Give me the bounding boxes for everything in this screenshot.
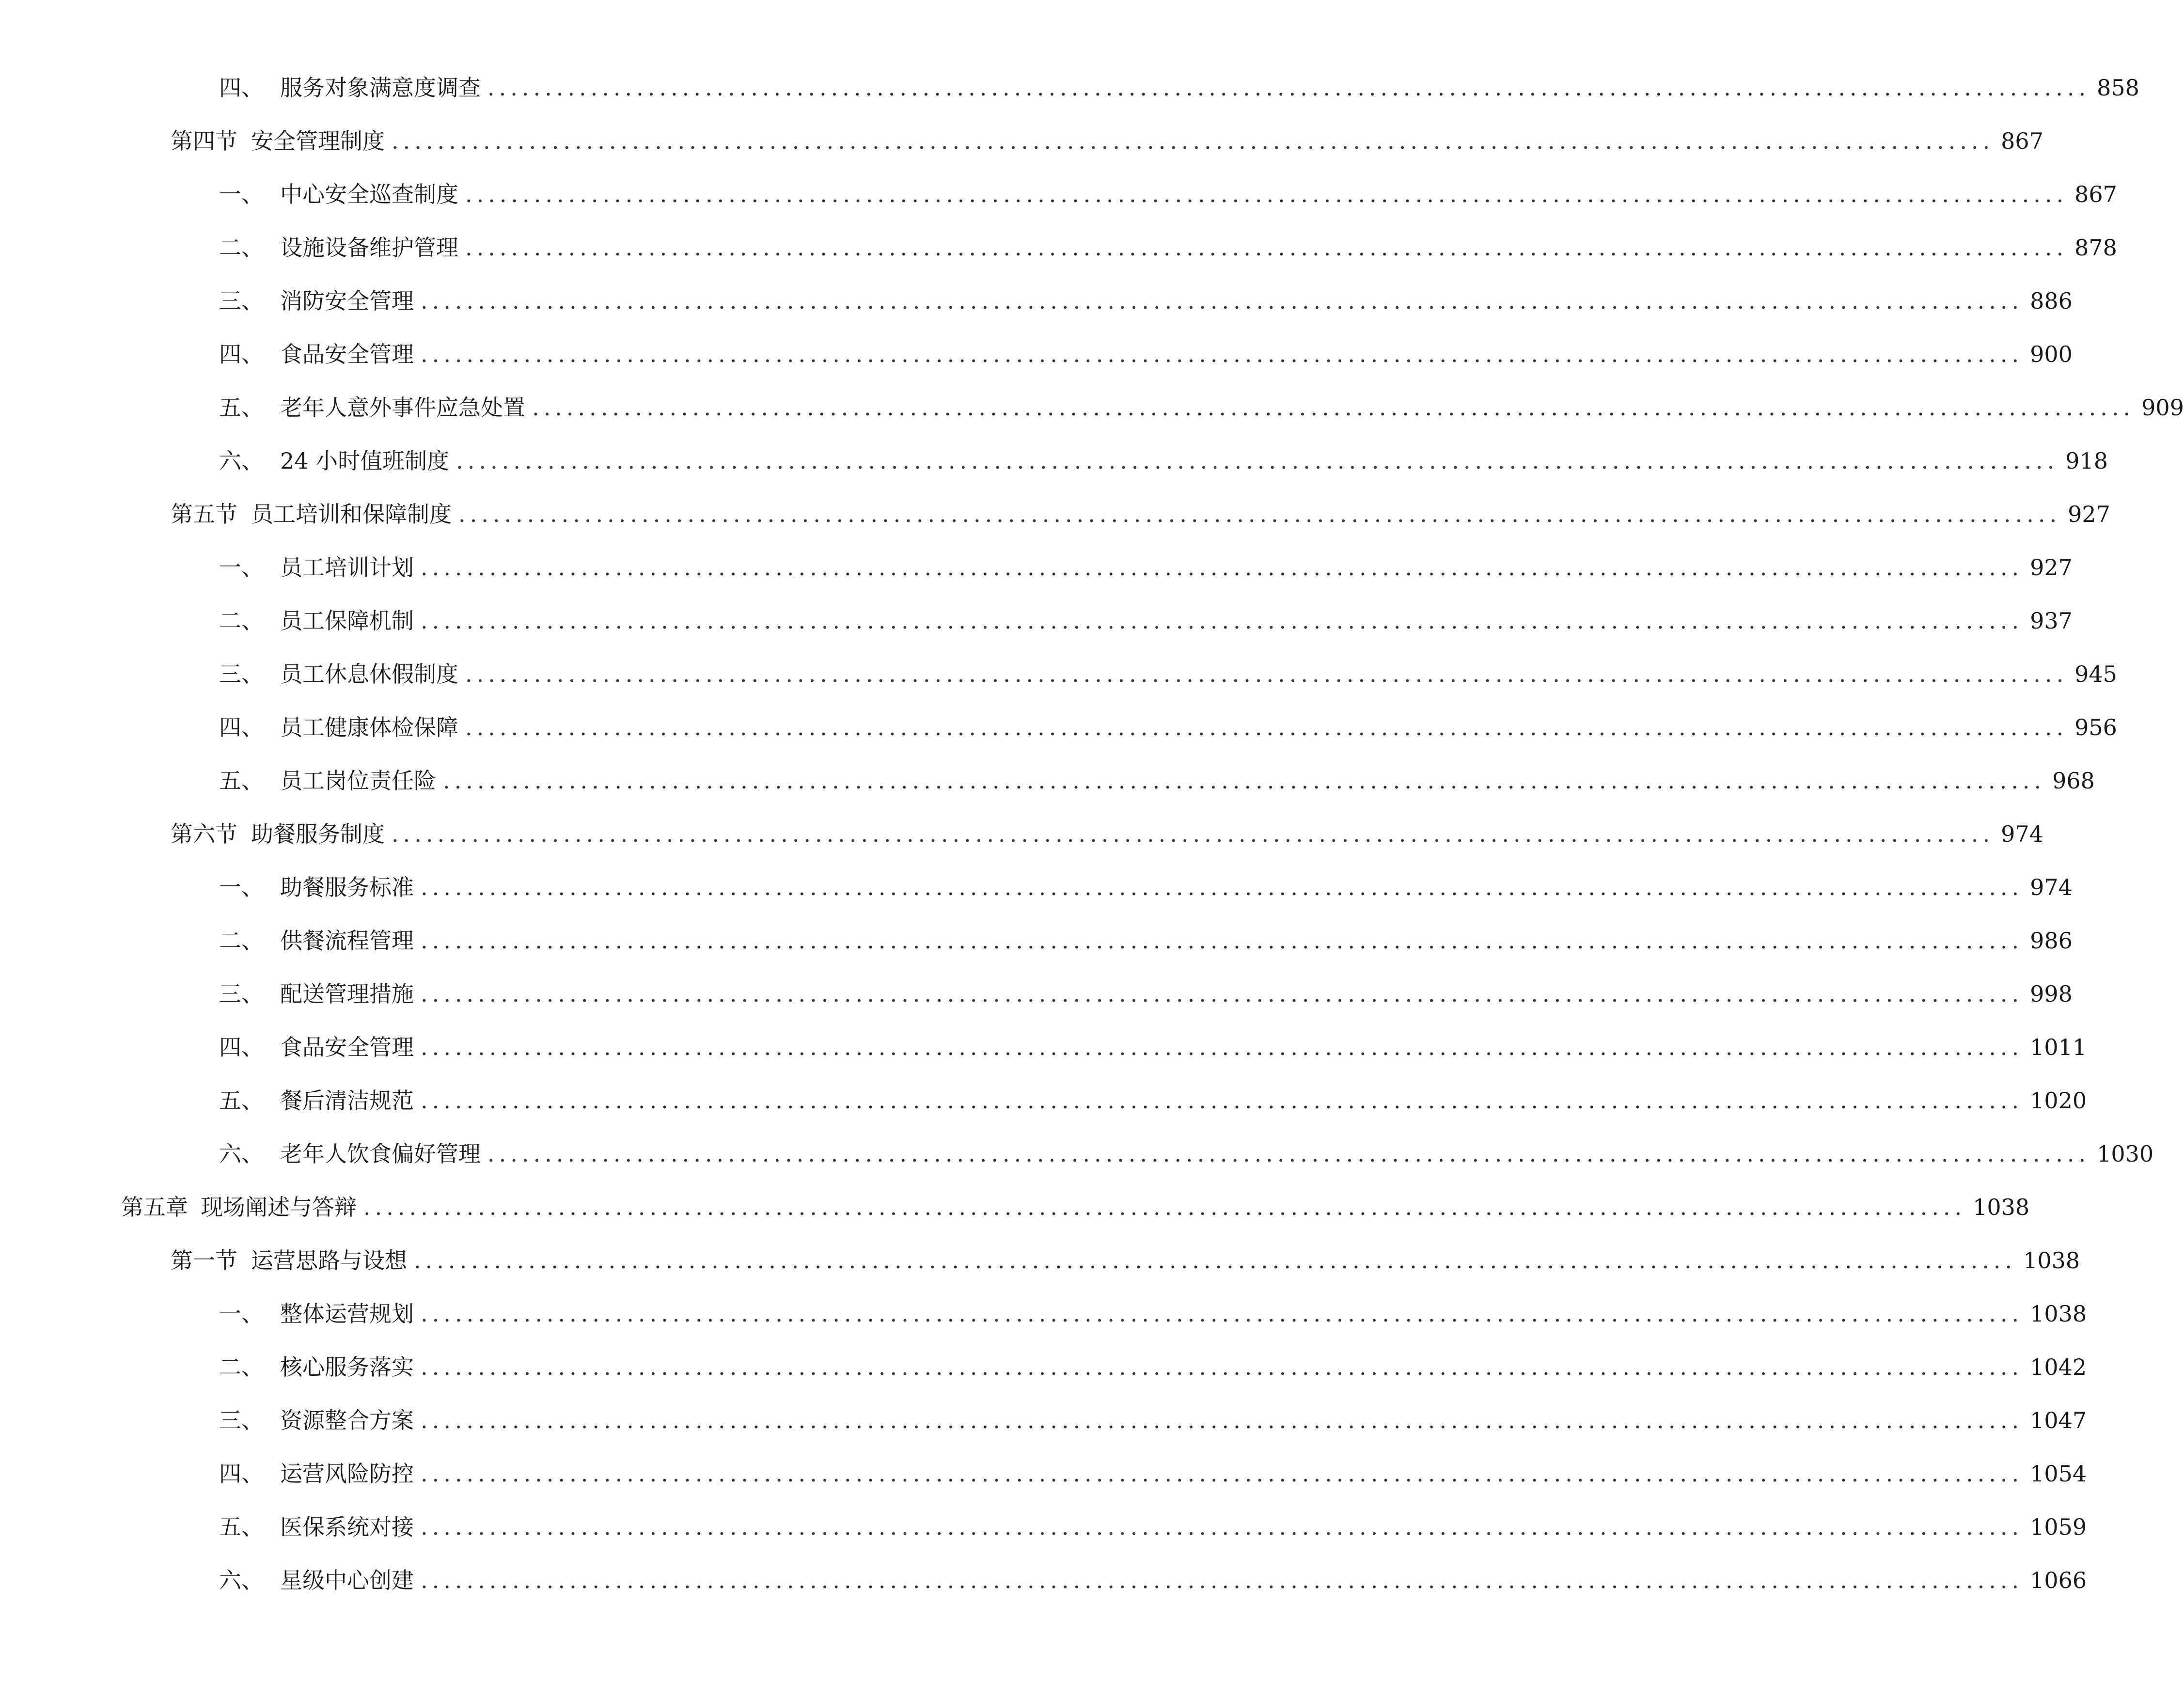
toc-entry-title: 医保系统对接 (280, 1514, 414, 1540)
toc-entry-number: 六、 (219, 1141, 264, 1167)
toc-entry-page: 945 (2074, 661, 2117, 687)
dot-leader: ............................................................................................................................................ (421, 288, 2024, 314)
toc-entry[interactable] (219, 71, 2139, 105)
dot-leader: ............................................................................................................................................ (421, 1034, 2024, 1060)
toc-entry-number: 六、 (219, 1567, 264, 1593)
dot-leader: ............................................................................................................................................ (465, 181, 2068, 207)
toc-entry-title: 员工岗位责任险 (280, 768, 436, 794)
toc-entry-title: 员工休息休假制度 (280, 661, 458, 687)
toc-entry[interactable] (219, 177, 2117, 211)
toc-entry[interactable] (171, 124, 2043, 158)
toc-entry[interactable] (121, 1190, 2030, 1224)
dot-leader: ............................................................................................................................................ (392, 128, 1995, 154)
toc-entry-page: 1038 (2023, 1247, 2080, 1274)
dot-leader: ............................................................................................................................................ (465, 235, 2068, 261)
toc-entry-number: 四、 (219, 1461, 264, 1487)
toc-entry-page: 927 (2030, 554, 2073, 581)
toc-entry[interactable] (219, 231, 2117, 265)
toc-entry-page: 886 (2030, 288, 2073, 314)
toc-entry[interactable] (219, 870, 2073, 904)
toc-entry-title: 设施设备维护管理 (280, 235, 458, 261)
toc-entry-page: 956 (2074, 714, 2117, 740)
toc-entry-title: 24 小时值班制度 (280, 448, 450, 474)
toc-entry-number: 五、 (219, 394, 264, 421)
dot-leader: ............................................................................................................................................ (421, 341, 2024, 367)
toc-entry-title: 员工培训和保障制度 (251, 501, 452, 527)
toc-entry-number: 五、 (219, 1514, 264, 1540)
toc-entry-number: 四、 (219, 714, 264, 740)
toc-entry-title: 供餐流程管理 (280, 928, 414, 954)
dot-leader: ............................................................................................................................................ (421, 1354, 2024, 1380)
toc-entry-title: 助餐服务标准 (280, 874, 414, 900)
toc-entry[interactable] (219, 1510, 2087, 1544)
toc-entry-page: 1038 (1973, 1194, 2030, 1220)
toc-entry[interactable] (219, 924, 2073, 958)
toc-entry[interactable] (171, 817, 2043, 851)
toc-entry[interactable] (219, 444, 2108, 478)
dot-leader: ............................................................................................................................................ (421, 874, 2024, 900)
toc-entry[interactable] (219, 710, 2117, 744)
toc-entry-number: 三、 (219, 1407, 264, 1433)
toc-entry-number: 四、 (219, 75, 264, 101)
toc-entry[interactable] (219, 1563, 2087, 1597)
dot-leader: ............................................................................................................................................ (487, 75, 2090, 101)
toc-entry[interactable] (219, 764, 2095, 798)
toc-entry[interactable] (219, 657, 2117, 691)
toc-entry-number: 四、 (219, 1034, 264, 1060)
toc-entry-number: 三、 (219, 288, 264, 314)
toc-entry[interactable] (219, 284, 2073, 318)
toc-entry-title: 员工健康体检保障 (280, 714, 458, 740)
toc-entry-page: 968 (2052, 768, 2095, 794)
toc-entry[interactable] (219, 1350, 2087, 1384)
toc-entry[interactable] (219, 337, 2073, 371)
dot-leader: ............................................................................................................................................ (456, 448, 2059, 474)
dot-leader: ............................................................................................................................................ (363, 1194, 1966, 1220)
toc-entry-title: 配送管理措施 (280, 981, 414, 1007)
toc-entry-title: 服务对象满意度调查 (280, 75, 481, 101)
toc-entry[interactable] (219, 1084, 2087, 1118)
dot-leader: ............................................................................................................................................ (421, 1407, 2024, 1433)
toc-entry-number: 第六节 (171, 821, 237, 847)
dot-leader: ............................................................................................................................................ (465, 714, 2068, 740)
toc-entry-title: 餐后清洁规范 (280, 1087, 414, 1114)
dot-leader: ............................................................................................................................................ (487, 1141, 2090, 1167)
toc-entry-title: 安全管理制度 (251, 128, 385, 154)
toc-entry-page: 909 (2141, 394, 2184, 421)
toc-entry-number: 五、 (219, 768, 264, 794)
toc-entry-title: 运营风险防控 (280, 1461, 414, 1487)
toc-entry-title: 现场阐述与答辩 (201, 1194, 357, 1220)
dot-leader: ............................................................................................................................................ (465, 661, 2068, 687)
toc-entry-title: 星级中心创建 (280, 1567, 414, 1593)
dot-leader: ............................................................................................................................................ (421, 928, 2024, 954)
dot-leader: ............................................................................................................................................ (421, 1567, 2024, 1593)
toc-entry-number: 二、 (219, 1354, 264, 1380)
toc-entry-number: 第一节 (171, 1247, 237, 1274)
toc-entry-title: 助餐服务制度 (251, 821, 385, 847)
toc-entry-page: 867 (2074, 181, 2117, 207)
toc-entry-number: 第五章 (121, 1194, 188, 1220)
toc-entry-title: 整体运营规划 (280, 1301, 414, 1327)
toc-entry[interactable] (219, 1297, 2087, 1331)
toc-entry-page: 927 (2068, 501, 2110, 527)
toc-entry-page: 918 (2065, 448, 2108, 474)
toc-entry-page: 998 (2030, 981, 2073, 1007)
dot-leader: ............................................................................................................................................ (458, 501, 2061, 527)
toc-entry-page: 1047 (2030, 1407, 2087, 1433)
toc-entry-number: 五、 (219, 1087, 264, 1114)
toc-entry-page: 974 (2030, 874, 2073, 900)
toc-entry[interactable] (219, 977, 2073, 1011)
toc-entry-page: 1030 (2097, 1141, 2154, 1167)
toc-entry-page: 937 (2030, 608, 2073, 634)
toc-entry-title: 老年人意外事件应急处置 (280, 394, 525, 421)
toc-entry-page: 974 (2001, 821, 2043, 847)
toc-entry-title: 老年人饮食偏好管理 (280, 1141, 481, 1167)
dot-leader: ............................................................................................................................................ (414, 1247, 2017, 1274)
toc-entry-number: 一、 (219, 181, 264, 207)
toc-entry[interactable] (219, 1403, 2087, 1437)
toc-entry-page: 878 (2074, 235, 2117, 261)
toc-entry-page: 858 (2097, 75, 2139, 101)
toc-entry[interactable] (171, 1244, 2080, 1277)
dot-leader: ............................................................................................................................................ (532, 394, 2135, 421)
toc-entry-number: 二、 (219, 235, 264, 261)
toc-entry-number: 一、 (219, 1301, 264, 1327)
toc-entry-page: 1054 (2030, 1461, 2087, 1487)
toc-entry-title: 食品安全管理 (280, 1034, 414, 1060)
toc-entry-title: 运营思路与设想 (251, 1247, 407, 1274)
toc-entry[interactable] (219, 1137, 2154, 1171)
toc-entry-number: 第五节 (171, 501, 237, 527)
toc-entry-page: 1020 (2030, 1087, 2087, 1114)
toc-entry[interactable] (219, 391, 2184, 425)
toc-entry-title: 资源整合方案 (280, 1407, 414, 1433)
dot-leader: ............................................................................................................................................ (421, 981, 2024, 1007)
toc-entry-page: 1042 (2030, 1354, 2087, 1380)
toc-entry-number: 三、 (219, 661, 264, 687)
toc-entry-number: 六、 (219, 448, 264, 474)
toc-entry-page: 1038 (2030, 1301, 2087, 1327)
toc-entry-number: 三、 (219, 981, 264, 1007)
toc-entry-number: 一、 (219, 874, 264, 900)
dot-leader: ............................................................................................................................................ (421, 554, 2024, 581)
dot-leader: ............................................................................................................................................ (392, 821, 1995, 847)
toc-entry-title: 中心安全巡查制度 (280, 181, 458, 207)
toc-entry[interactable] (219, 1457, 2087, 1491)
toc-entry-number: 第四节 (171, 128, 237, 154)
toc-entry[interactable] (219, 551, 2073, 584)
toc-entry-page: 1066 (2030, 1567, 2087, 1593)
toc-entry-page: 1011 (2030, 1034, 2087, 1060)
toc-entry-number: 一、 (219, 554, 264, 581)
toc-entry-number: 二、 (219, 928, 264, 954)
toc-entry-page: 986 (2030, 928, 2073, 954)
toc-entry-title: 员工培训计划 (280, 554, 414, 581)
dot-leader: ............................................................................................................................................ (421, 608, 2024, 634)
toc-entry-title: 核心服务落实 (280, 1354, 414, 1380)
toc-entry-page: 867 (2001, 128, 2043, 154)
toc-entry-title: 食品安全管理 (280, 341, 414, 367)
dot-leader: ............................................................................................................................................ (421, 1461, 2024, 1487)
dot-leader: ............................................................................................................................................ (443, 768, 2046, 794)
toc-entry-number: 四、 (219, 341, 264, 367)
toc-entry[interactable] (171, 497, 2110, 531)
toc-entry-page: 1059 (2030, 1514, 2087, 1540)
dot-leader: ............................................................................................................................................ (421, 1514, 2024, 1540)
toc-entry-title: 消防安全管理 (280, 288, 414, 314)
dot-leader: ............................................................................................................................................ (421, 1301, 2024, 1327)
toc-entry-page: 900 (2030, 341, 2073, 367)
toc-entry-title: 员工保障机制 (280, 608, 414, 634)
toc-entry[interactable] (219, 1030, 2087, 1064)
toc-entry-number: 二、 (219, 608, 264, 634)
toc-entry[interactable] (219, 604, 2073, 638)
dot-leader: ............................................................................................................................................ (421, 1087, 2024, 1114)
